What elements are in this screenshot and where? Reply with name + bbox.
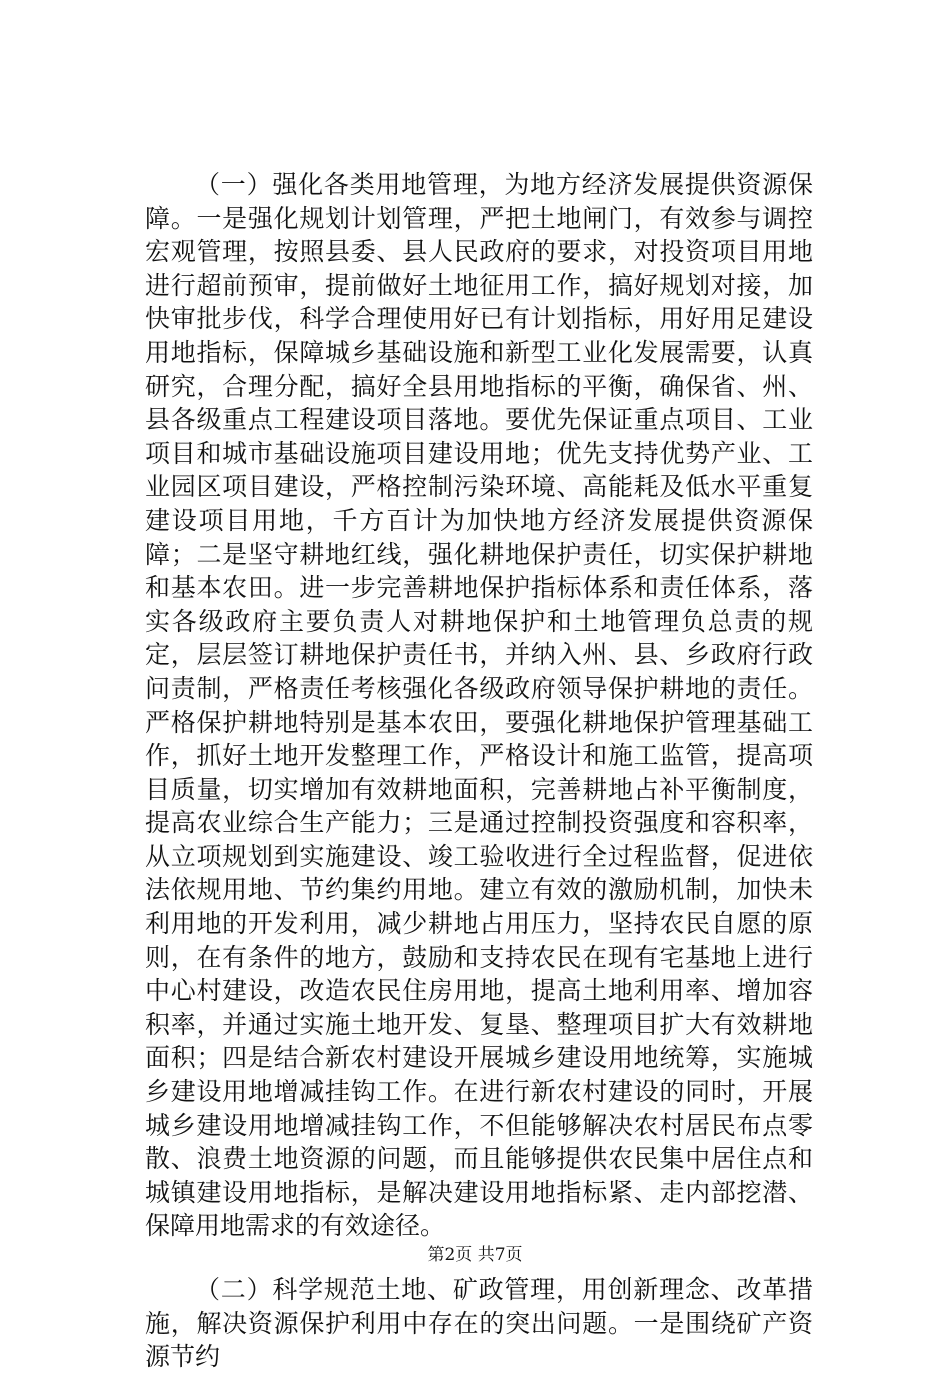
page-footer: 第2页 共7页 — [427, 1245, 523, 1265]
document-body — [145, 168, 813, 1374]
paragraph-2: （二）科学规范土地、矿政管理，用创新理念、改革措施，解决资源保护利用中存在的突出问题。一是围绕矿产资源节约 — [145, 1275, 813, 1372]
paragraph-1: （一）强化各类用地管理，为地方经济发展提供资源保障。一是强化规划计划管理，严把土地闸门，有效参与调控宏观管理，按照县委、县人民政府的要求，对投资项目用地进行超前预审，提前做好土地征用工作，搞好规划对接，加快审批步伐，科学合理使用好已有计划指标，用好用足建设用地指标，保障城乡基础设施和新型工业化发展需要，认真研究，合理分配，搞好全县用地指标的平衡，确保省、州、县各级重点工程建设项目落地。要优先保证重点项目、工业项目和城市基础设施项目建设用地；优先支持优势产业、工业园区项目建设，严格控制污染环境、高能耗及低水平重复建设项目用地，千方百计为加快地方经济发展提供资源保障；二是坚守耕地红线，强化耕地保护责任，切实保护耕地和基本农田。进一步完善耕地保护指标体系和责任体系，落实各级政府主要负责人对耕地保护和土地管理负总责的规定，层层签订耕地保护责任书，并纳入州、县、乡政府行政问责制，严格责任考核强化各级政府领导保护耕地的责任。严格保护耕地特别是基本农田，要强化耕地保护管理基础工作，抓好土地开发整理工作，严格设计和施工监管，提高项目质量，切实增加有效耕地面积，完善耕地占补平衡制度，提高农业综合生产能力；三是通过控制投资强度和容积率，从立项规划到实施建设、竣工验收进行全过程监督，促进依法依规用地、节约集约用地。建立有效的激励机制，加快未利用地的开发利用，减少耕地占用压力，坚持农民自愿的原则，在有条件的地方，鼓励和支持农民在现有宅基地上进行中心村建设，改造农民住房用地，提高土地利用率、增加容积率，并通过实施土地开发、复垦、整理项目扩大有效耕地面积；四是结合新农村建设开展城乡建设用地统筹，实施城乡建设用地增减挂钩工作。在进行新农村建设的同时，开展城乡建设用地增减挂钩工作，不但能够解决农村居民布点零散、浪费土地资源的问题，而且能够提供农民集中居住点和城镇建设用地指标，是解决建设用地指标紧、走内部挖潜、保障用地需求的有效途径。 — [145, 170, 813, 1241]
